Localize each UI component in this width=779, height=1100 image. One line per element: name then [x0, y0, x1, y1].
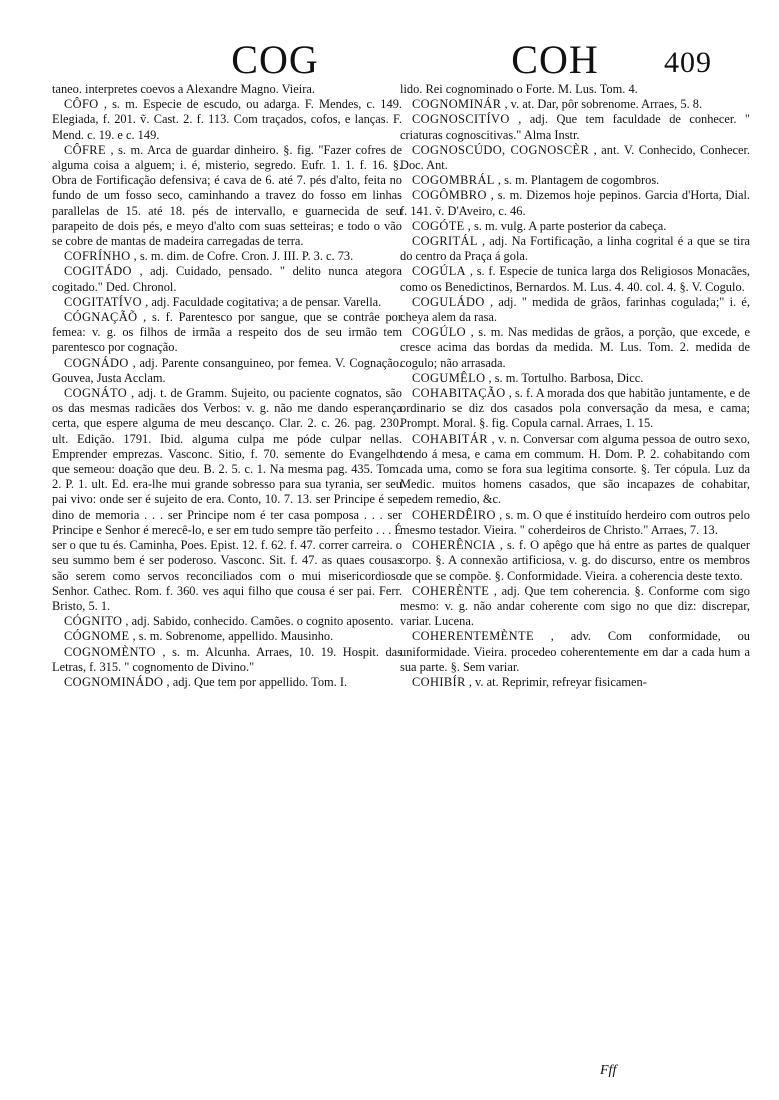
entry-headword: COGÓTE [412, 218, 465, 233]
running-head-left: COG [231, 37, 319, 82]
entry-headword: COGNOMINÁDO [64, 674, 164, 689]
running-head-right: COH [511, 37, 599, 82]
dictionary-entry [52, 629, 402, 644]
entry-headword: COHERENTEMÈNTE [412, 629, 534, 644]
entry-definition: , s. m. Nas medidas de grãos, a porção, que excede, e cresce acima das bordas da medida. M. Lus. Tom. 2. medida de cogulo; não arrasada. [400, 325, 750, 370]
entry-headword: CÔFRE [64, 142, 106, 157]
entry-definition: , adj. Faculdade cogitativa; a de pensar. Varella. [142, 294, 382, 309]
dictionary-entry [400, 173, 750, 188]
entry-definition: , adj. Que tem coherencia. §. Conforme com sigo mesmo: v. g. não andar coherente com sigo no que diz: discrepar, variar. Lucena. [400, 583, 750, 629]
entry-headword: COGNOSCITÍVO [412, 112, 510, 127]
dictionary-entry [52, 295, 402, 310]
dictionary-entry [52, 356, 402, 386]
dictionary-entry [400, 386, 750, 432]
entry-headword: COGÚLA [412, 264, 467, 279]
entry-headword: CÓGNOME [64, 629, 130, 644]
entry-definition: taneo. interpretes coevos a Alexandre Magno. Vieira. [52, 82, 315, 96]
dictionary-entry [400, 143, 750, 173]
entry-headword: CÔFO [64, 97, 99, 112]
entry-headword: COGNOSCÚDO, COGNOSCÈR [412, 142, 590, 157]
entry-headword: COGNÁTO [64, 386, 128, 401]
entry-definition: , adj. Cuidado, pensado. " delito nunca ategora cogitado." Ded. Chronol. [52, 264, 402, 294]
entry-headword: COHIBÍR [412, 674, 466, 689]
entry-headword: COHERÈNTE [412, 583, 490, 598]
dictionary-entry [52, 386, 402, 614]
entry-definition: , adj. " medida de grãos, farinhas cogulada;" i. é, cheya alem da rasa. [400, 294, 750, 325]
entry-definition: , adj. t. de Gramm. Sujeito, ou paciente cognatos, são os das mesmas radicães dos Verbos: v. g. não me dando esperança certa, que espere alguma de meu descanço. Clar. 2. c. 26. pag. 230. ult. Edição. 1791. Ibid. alguma culpa me póde culpar nellas. Emprender emprezas. Vasconc. Sitio, f. 70. semente do Evangelho que semeou: doação que deu. B. 2. 5. c. 1. Na mesma pag. 435. Tom. 2. P. 1. ult. Ed. era-lhe mui grande sobresso para sua tyrania, ser seu pai vivo: onde ser é sujeito de era. Conto, 10. 7. 13. ser Principe é ser dino de memoria . . . ser Principe nom é ter casa pomposa . . . ser Principe e Senhor é merecê-lo, e ser em tudo sempre tão perfeito . . . É ser o que tu és. Caminha, Poes. Epist. 12. f. 62. f. 47. correr carreira. o seu summo bem é ser poderoso. Vasconc. Sit. f. 47. as quaes cousas são serem como servos reconciliados com o mui misericordioso Senhor. Cathec. Rom. f. 360. ves aqui filho que cousa é ser pai. Ferr. Bristo, 5. 1. [52, 386, 402, 613]
entry-definition: , v. at. Reprimir, refreyar fisicamen- [465, 674, 647, 689]
entry-definition: , adj. Sabido, conhecido. Camões. o cognito aposento. [122, 614, 394, 629]
entry-definition: , s. m. Especie de escudo, ou adarga. F. Mendes, c. 149. Elegiada, f. 201. ṽ. Cast. 2. f. 113. Com traçados, cofos, e lanças. F. Mend. c. 19. e c. 149. [52, 97, 402, 142]
entry-headword: COGÔMBRO [412, 188, 487, 203]
right-column [400, 82, 750, 1087]
entry-definition: , ant. V. Conhecido, Conhecer. Doc. Ant. [400, 142, 750, 173]
dictionary-entry [400, 584, 750, 630]
dictionary-entry [400, 112, 750, 142]
entry-definition: , adj. Na Fortificação, a linha cogrital é a que se tira do centro da Praça á gola. [400, 234, 750, 264]
entry-definition: , s. m. Alcunha. Arraes, 10. 19. Hospit. das Letras, f. 315. " cognomento de Divino." [52, 644, 402, 674]
entry-definition: , s. f. Parentesco por sangue, que se contrâe por femea: v. g. os filhos de irmãa a respeito dos de seu irmão tem parentesco por cognação. [52, 310, 402, 355]
dictionary-entry [400, 325, 750, 371]
dictionary-entry [52, 614, 402, 629]
dictionary-entry [52, 675, 402, 690]
entry-definition: , s. m. Sobrenome, appellido. Mausinho. [129, 629, 334, 644]
entry-definition: , s. m. O que é instituído herdeiro com outros pelo mesmo testador. Vieira. " coherdeiros de Christo." Arraes, 7. 13. [400, 507, 750, 537]
dictionary-entry [400, 371, 750, 386]
entry-definition: , s. m. Tortulho. Barbosa, Dicc. [485, 370, 644, 385]
dictionary-entry [400, 219, 750, 234]
dictionary-entry [400, 264, 750, 294]
entry-definition: , adj. Que tem faculdade de conhecer. " criaturas cognoscitivas." Alma Instr. [400, 112, 750, 142]
entry-definition: , adj. Que tem por appellido. Tom. I. [163, 674, 348, 689]
dictionary-entry [52, 249, 402, 264]
dictionary-entry [400, 97, 750, 112]
entry-headword: COHABITAÇÃO [412, 386, 506, 401]
entry-headword: COGITATÍVO [64, 294, 143, 309]
entry-definition: , s. f. Especie de tunica larga dos Religiosos Monacães, como os Benedictinos, Bernardos. M. Lus. 4. 40. col. 4. §. V. Cogulo. [400, 264, 750, 294]
dictionary-entry [400, 234, 750, 264]
entry-definition: , adv. Com conformidade, ou uniformidade. Vieira. procedeo coherentemente em dar a cada hum a sua parte. §. Sem variar. [400, 629, 750, 674]
dictionary-entry [52, 97, 402, 143]
entry-headword: COHERDÊIRO [412, 507, 496, 522]
entry-headword: COGULÁDO [412, 294, 485, 309]
dictionary-entry [52, 645, 402, 675]
page-number: 409 [664, 46, 712, 79]
dictionary-entry [400, 188, 750, 218]
entry-definition: , s. f. O apêgo que há entre as partes de qualquer corpo. §. A connexão artificiosa, v. g. do discurso, entre os membros de que se compõe. §. Conformidade. Vieira. a coherencia deste texto. [400, 538, 750, 583]
entry-definition: , adj. Parente consanguineo, por femea. V. Cognação. Gouvea, Justa Acclam. [52, 355, 402, 385]
dictionary-entry [400, 538, 750, 584]
entry-headword: CÓGNAÇÃÕ [64, 310, 138, 325]
left-column [52, 82, 402, 1087]
entry-headword: COGNÁDO [64, 355, 129, 370]
entry-headword: COGUMÊLO [412, 370, 486, 385]
dictionary-entry [52, 264, 402, 294]
dictionary-entry [52, 310, 402, 356]
dictionary-entry [52, 82, 402, 97]
entry-headword: COGRITÁL [412, 234, 478, 249]
entry-definition: , s. m. Arca de guardar dinheiro. §. fig. "Fazer cofres de alguma coisa a alguem; i. é, misterio, segredo. Eufr. 1. 1. f. 16. §. Obra de Fortificação defensiva; é cava de 6. até 7. pés d'alto, feita no fundo de um fosso seco, caminhando a travez do fosso em linhas parallelas de 15. até 18. pés de intervallo, e guarnecida de seu parapeito de dois pés, e meyo d'alto com suas setteiras; e todo o vão se cobre de mantas de madeira carregadas de terra. [52, 142, 402, 249]
dictionary-entry [400, 508, 750, 538]
entry-definition: , v. at. Dar, pôr sobrenome. Arraes, 5. 8. [501, 97, 703, 112]
entry-headword: COGNOMÈNTO [64, 644, 156, 659]
entry-headword: COFRÍNHO [64, 249, 131, 264]
entry-headword: COHABITÁR [412, 431, 488, 446]
entry-definition: , s. m. Plantagem de cogombros. [494, 173, 660, 188]
dictionary-entry [400, 629, 750, 675]
signature-mark: Fff [600, 1063, 617, 1078]
entry-headword: COGÚLO [412, 325, 467, 340]
entry-definition: , s. m. dim. de Cofre. Cron. J. III. P. 3. c. 73. [130, 249, 354, 264]
entry-headword: COHERÊNCIA [412, 538, 496, 553]
entry-headword: COGITÁDO [64, 264, 132, 279]
entry-definition: lido. Rei cognominado o Forte. M. Lus. Tom. 4. [400, 82, 638, 96]
dictionary-entry [400, 432, 750, 508]
dictionary-entry [400, 675, 750, 690]
entry-definition: , s. f. A morada dos que habitão juntamente, e de ordinario se diz dos casados pola conversação da mesa, e cama; Prompt. Moral. §. fig. Copula carnal. Arraes, 1. 15. [400, 386, 750, 431]
entry-headword: COGNOMINÁR [412, 97, 502, 112]
entry-definition: , s. m. vulg. A parte posterior da cabeça. [464, 218, 667, 233]
entry-definition: , s. m. Dizemos hoje pepinos. Garcia d'Horta, Dial. f. 141. ṽ. D'Aveiro, c. 46. [400, 188, 750, 218]
entry-definition: , v. n. Conversar com alguma pessoa de outro sexo, tendo á mesa, e cama em commum. H. Dom. P. 2. cohabitando com cada uma, como se fora sua legitima consorte. §. Ter cópula. Luz da Medic. muitos homens casados, que são incapazes de cohabitar, pedem remedio, &c. [400, 431, 750, 507]
dictionary-entry [400, 295, 750, 325]
dictionary-entry [400, 82, 750, 97]
entry-headword: COGOMBRÁL [412, 173, 495, 188]
dictionary-entry [52, 143, 402, 249]
entry-headword: CÓGNITO [64, 614, 123, 629]
